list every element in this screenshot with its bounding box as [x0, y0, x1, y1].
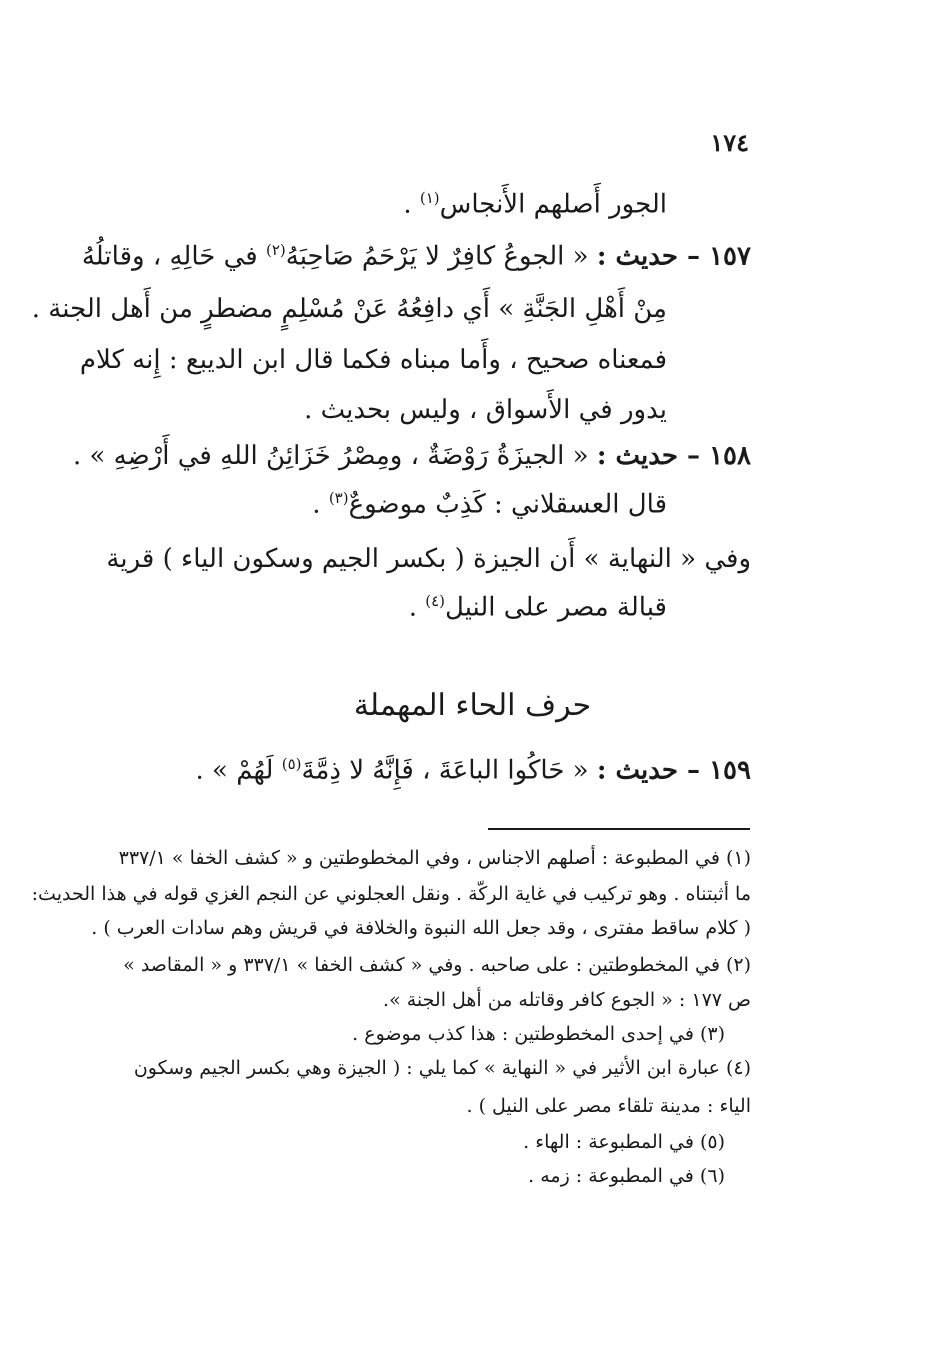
footnote-4-line-1: (٤) عبارة ابن الأثير في « النهاية » كما يلي : ( الجيزة وهي بكسر الجيم وسكون: [133, 1057, 751, 1079]
hadith-text-cont: في حَالِهِ ، وقاتلُهُ: [81, 241, 266, 272]
line-end: .: [408, 592, 426, 623]
paragraph-1-line-2: يدور في الأَسواق ، وليس بحديث .: [304, 395, 667, 425]
hadith-label: – حديث :: [596, 755, 710, 786]
footnote-ref-5: (٥): [281, 755, 302, 773]
footnote-3: (٣) في إحدى المخطوطتين : هذا كذب موضوع .: [352, 1023, 725, 1045]
footnote-1-line-1: (١) في المطبوعة : أصلهم الاجناس ، وفي المخطوطتين و « كشف الخفا » ٣٣٧/١: [118, 847, 751, 869]
footnote-ref-4: (٤): [425, 592, 445, 610]
footnote-ref-1: (١): [419, 189, 440, 207]
footnote-2-line-2: ص ١٧٧ : « الجوع كافر وقاتله من أهل الجنة ».: [383, 989, 751, 1011]
hadith-text: « حَاكُوا الباعَةَ ، فَإِنَّهُ لا ذِمَّةَ: [301, 755, 597, 786]
hadith-number: ١٥٩: [709, 755, 751, 786]
footnote-4-line-2: الياء : مدينة تلقاء مصر على النيل ) .: [466, 1095, 751, 1117]
text-line-1: [403, 190, 667, 219]
footnote-2-line-1: (٢) في المخطوطتين : على صاحبه . وفي « كشف الخفا » ٣٣٧/١ و « المقاصد »: [123, 954, 751, 976]
line-end: .: [403, 189, 420, 220]
hadith-number: ١٥٧: [709, 241, 751, 272]
page-number: ١٧٤: [710, 128, 749, 157]
paragraph-1-line-1: فمعناه صحيح ، وأَما مبناه فكما قال ابن الديبع : إِنه كلام: [79, 345, 667, 375]
footnote-separator: [488, 828, 750, 830]
line-text: قبالة مصر على النيل: [445, 592, 667, 623]
hadith-text-end: لَهُمْ » .: [195, 755, 282, 786]
hadith-158-line: [73, 442, 751, 471]
footnote-5: (٥) في المطبوعة : الهاء .: [523, 1131, 725, 1153]
hadith-label: – حديث :: [596, 441, 710, 471]
line-text: قال العسقلاني : كَذِبٌ موضوعٌ: [348, 489, 667, 520]
paragraph-2-line-2: [409, 593, 667, 622]
section-heading: حرف الحاء المهملة: [353, 688, 592, 723]
hadith-157-line-1: [82, 242, 751, 271]
hadith-text: « الجيزَةُ رَوْضَةٌ ، ومِصْرُ خَزَائِنُ اللهِ في أَرْضِهِ » .: [72, 441, 597, 471]
paragraph-2-line-1: وفي « النهاية » أَن الجيزة ( بكسر الجيم وسكون الياء ) قرية: [106, 544, 751, 574]
hadith-label: – حديث :: [596, 241, 710, 272]
asqalani-line: [312, 490, 667, 519]
footnote-1-line-3: ( كلام ساقط مفترى ، وقد جعل الله النبوة والخلافة في قريش وهم سادات العرب ) .: [91, 917, 751, 939]
footnote-6: (٦) في المطبوعة : زمه .: [528, 1165, 725, 1187]
hadith-157-line-2: مِنْ أَهْلِ الجَنَّةِ » أَي دافِعُهُ عَنْ مُسْلِمٍ مضطرٍ من أَهل الجنة .: [31, 294, 667, 324]
line-text: الجور أَصلهم الأَنجاس: [439, 189, 667, 220]
hadith-text: « الجوعُ كافِرٌ لا يَرْحَمُ صَاحِبَهُ: [285, 241, 597, 272]
footnote-1-line-2: ما أثبتناه . وهو تركيب في غاية الركّة . ونقل العجلوني عن النجم الغزي قوله في هذا الحديث:: [31, 883, 751, 905]
hadith-number: ١٥٨: [709, 441, 751, 471]
line-end: .: [312, 489, 329, 520]
footnote-ref-3: (٣): [328, 489, 349, 507]
footnote-ref-2: (٢): [265, 241, 286, 259]
hadith-159-line: [196, 756, 751, 785]
